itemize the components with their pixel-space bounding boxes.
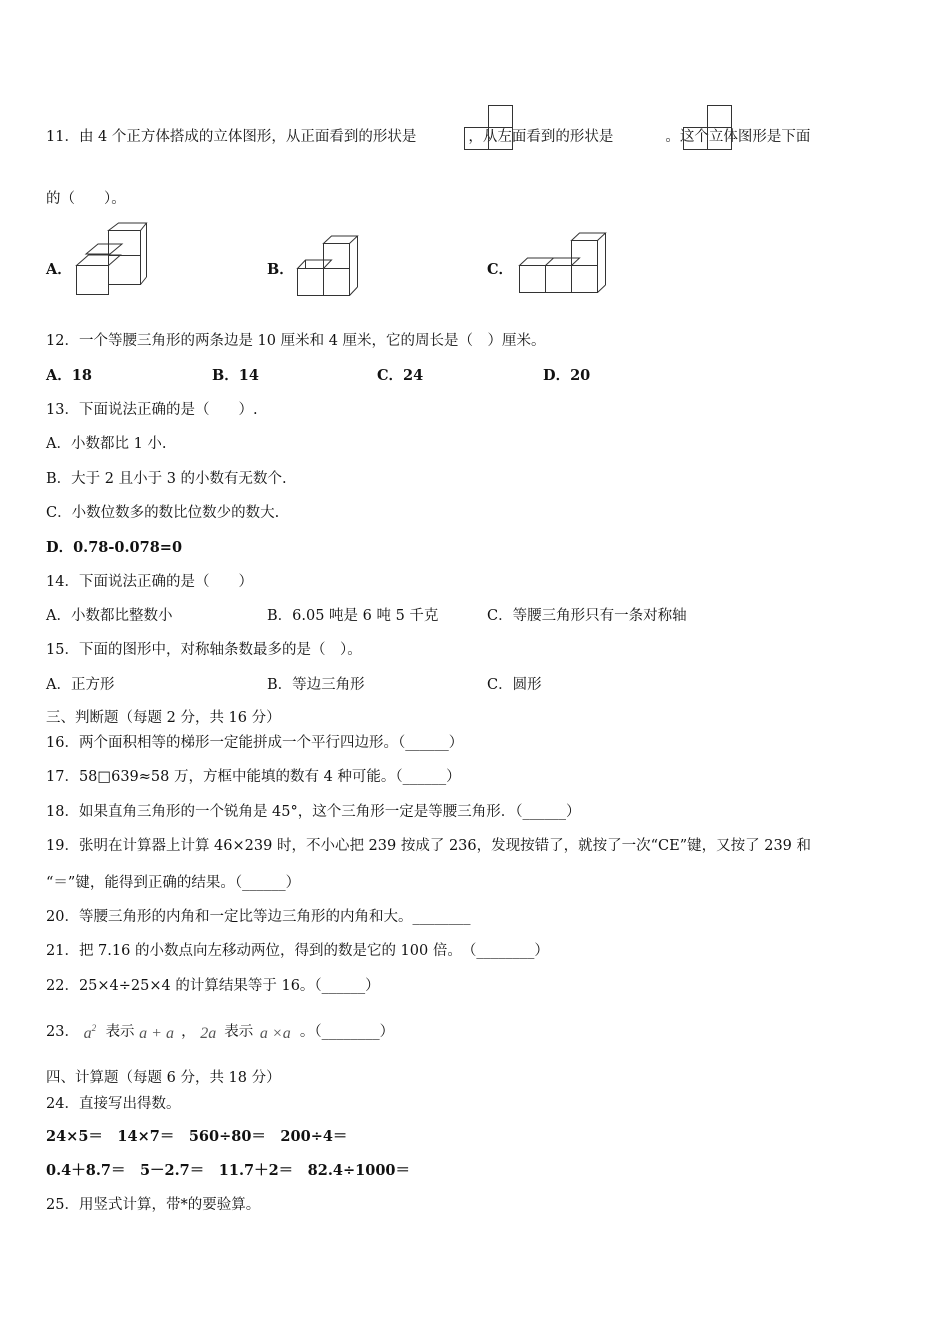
q17-text: 17．58□639≈58 万，方框中能填的数有 4 种可能。（______） [46,769,461,785]
cube-stack-figure-a-icon [74,222,150,298]
q11-option-a: A． [46,261,72,278]
q15-option-a: A．正方形 [46,677,115,693]
q23-expr2: a ×a [259,1025,291,1042]
q12-text: 12．一个等腰三角形的两条边是 10 厘米和 4 厘米，它的周长是（ ）厘米。 [46,333,546,349]
q23-expr1: a + a [139,1025,174,1042]
q18-text: 18．如果直角三角形的一个锐角是 45°，这个三角形一定是等腰三角形．（______） [46,804,581,820]
q21-text: 21．把 7.16 的小数点向左移动两位，得到的数是它的 100 倍。 （________） [46,943,549,959]
q13-option-b: B．大于 2 且小于 3 的小数有无数个. [46,471,287,487]
q15-option-c: C．圆形 [487,677,542,693]
q25-text: 25．用竖式计算，带*的要验算。 [46,1197,261,1213]
q15-option-b: B．等边三角形 [267,677,365,693]
q12-option-c: C．24 [377,367,424,384]
q13-option-d: D．0.78-0.078=0 [46,539,183,556]
q11-part2: ，从左面看到的形状是 [468,129,614,145]
q23-num: 23． [46,1024,79,1040]
q23-a-squared-exp: 2 [91,1023,97,1033]
q20-text: 20．等腰三角形的内角和一定比等边三角形的内角和大。________ [46,909,471,925]
q14-text: 14．下面说法正确的是（ ） [46,574,253,590]
q23-tail: 。（________） [299,1024,395,1040]
front-view-icon [464,103,514,151]
q11-option-c: C． [487,261,514,278]
q23-line [46,1022,394,1042]
q23-two-a: 2a [200,1025,217,1042]
cube-stack-figure-c-icon [517,230,609,296]
q24-row2: 0.4＋8.7＝ 5－2.7＝ 11.7＋2＝ 82.4÷1000＝ [46,1162,410,1179]
q23-t1: 表示 [105,1024,135,1040]
q23-a-squared-base: a [83,1025,92,1042]
q24-text: 24．直接写出得数。 [46,1096,181,1112]
q14-option-b: B．6.05 吨是 6 吨 5 千克 [267,608,439,624]
q14-option-a: A．小数都比整数小 [46,608,173,624]
q19-line1: 19．张明在计算器上计算 46×239 时，不小心把 239 按成了 236，发现按错了，就按了一次“CE”键，又按了 239 和 [46,838,812,854]
q12-option-a: A．18 [46,367,92,384]
q14-option-c: C．等腰三角形只有一条对称轴 [487,608,687,624]
q23-sep: ， [181,1024,196,1040]
q13-option-a: A．小数都比 1 小. [46,436,167,452]
q11-part3: 。这个立体图形是下面 [665,129,811,145]
section-3-heading: 三、判断题（每题 2 分，共 16 分） [46,710,281,726]
q22-text: 22．25×4÷25×4 的计算结果等于 16。（______） [46,978,380,994]
q23-t2: 表示 [224,1024,254,1040]
q16-text: 16．两个面积相等的梯形一定能拼成一个平行四边形。（______） [46,735,464,751]
q15-text: 15．下面的图形中，对称轴条数最多的是（ ）。 [46,642,362,658]
q12-option-b: B．14 [212,367,259,384]
q24-row1: 24×5＝ 14×7＝ 560÷80＝ 200÷4＝ [46,1128,348,1145]
q12-option-d: D．20 [543,367,591,384]
left-view-icon [683,103,733,151]
q11-option-b: B． [267,261,294,278]
section-4-heading: 四、计算题（每题 6 分，共 18 分） [46,1070,281,1086]
q13-text: 13．下面说法正确的是（ ）. [46,402,258,418]
q11-num: 11． [46,129,79,145]
q11-part1: 由 4 个正方体搭成的立体图形，从正面看到的形状是 [78,129,417,145]
cube-stack-figure-b-icon [295,234,361,298]
q19-line2: “＝”键，能得到正确的结果。（______） [46,875,301,891]
q13-option-c: C．小数位数多的数比位数少的数大. [46,505,280,521]
q11-line2: 的（ ）。 [46,191,126,207]
